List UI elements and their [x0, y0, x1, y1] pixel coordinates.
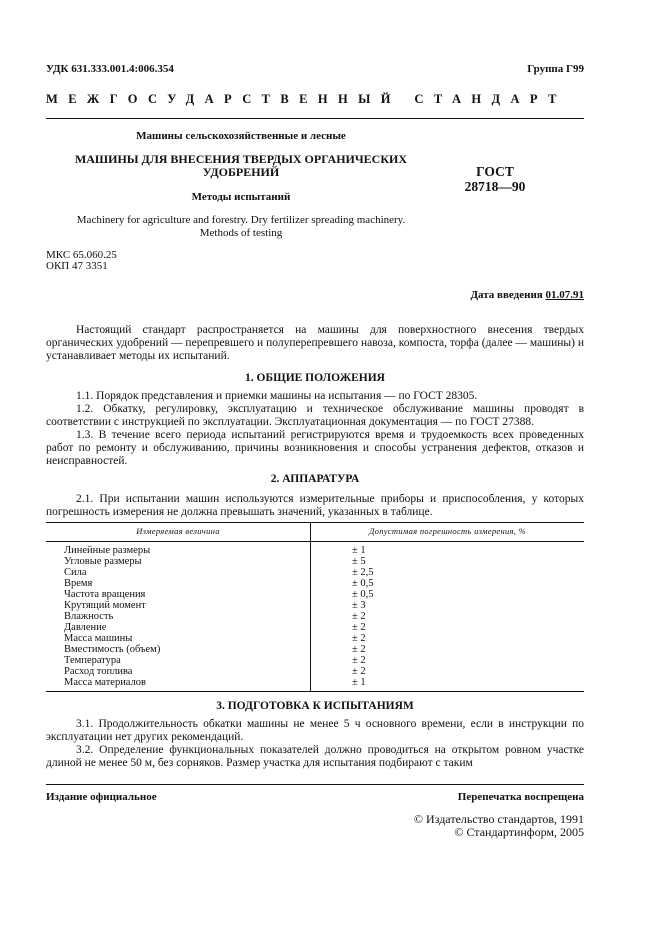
header-divider: [46, 118, 584, 119]
okp-code: ОКП 47 3351: [46, 260, 108, 272]
table-cell-quantity: Расход топлива: [46, 666, 311, 677]
table-row: [46, 655, 584, 666]
table-cell-tolerance: ± 5: [352, 556, 366, 567]
mks-code: МКС 65.060.25: [46, 249, 117, 261]
table-row: [46, 589, 584, 600]
category-title: Машины сельскохозяйственные и лесные: [136, 130, 346, 142]
table-cell-tolerance: ± 2,5: [352, 567, 374, 578]
table-cell-tolerance: ± 2: [352, 666, 366, 677]
table-cell-quantity: Влажность: [46, 611, 311, 622]
table-cell-tolerance: ± 1: [352, 545, 366, 556]
english-title-line-2: Methods of testing: [199, 227, 283, 239]
section-2-heading: 2. АППАРАТУРА: [270, 473, 360, 485]
copyright-2: © Стандартинформ, 2005: [454, 825, 584, 839]
table-cell-tolerance: ± 2: [352, 655, 366, 666]
table-cell-tolerance: ± 0,5: [352, 578, 374, 589]
table-row: [46, 556, 584, 567]
table-cell-quantity: Температура: [46, 655, 311, 666]
banner: МЕЖГОСУДАРСТВЕННЫЙ СТАНДАРТ: [46, 92, 567, 106]
udk-code: УДК 631.333.001.4:006.354: [46, 63, 174, 75]
table-cell-tolerance: ± 2: [352, 644, 366, 655]
table-body: [46, 542, 584, 692]
document-title: [46, 153, 436, 179]
table-cell-tolerance: ± 2: [352, 611, 366, 622]
table-cell-quantity: Масса машины: [46, 633, 311, 644]
gost-block: [455, 164, 535, 194]
section-1-heading: 1. ОБЩИЕ ПОЛОЖЕНИЯ: [245, 372, 385, 384]
copyright-block: [414, 813, 584, 839]
table-cell-tolerance: ± 3: [352, 600, 366, 611]
table-row: [46, 677, 584, 692]
table-cell-tolerance: ± 0,5: [352, 589, 374, 600]
table-cell-quantity: Крутящий момент: [46, 600, 311, 611]
intro-date-label: Дата введения: [470, 289, 543, 301]
table-cell-quantity: Сила: [46, 567, 311, 578]
table-cell-tolerance: ± 2: [352, 633, 366, 644]
tolerance-table: [46, 522, 584, 692]
intro-text: Настоящий стандарт распространяется на машины для поверхностного внесения твердых органических удобрений — перепревшего и полуперепревшего навоза, компоста, торфа (далее — машины) и устанавливает методы их испытаний.: [46, 324, 584, 362]
gost-label: ГОСТ: [476, 164, 514, 179]
clause-1-2: 1.2. Обкатку, регулировку, эксплуатацию и техническое обслуживание машины проводят в соответствии с инструкцией по эксплуатации. Эксплуатационная документация — по ГОСТ 27388.: [46, 403, 584, 428]
table-cell-quantity: Время: [46, 578, 311, 589]
table-row: [46, 542, 584, 557]
footer-divider: [46, 784, 584, 785]
table-row: [46, 622, 584, 633]
table-header-tolerance: Допустимая погрешность измерения, %: [311, 523, 585, 542]
section-3-heading: 3. ПОДГОТОВКА К ИСПЫТАНИЯМ: [216, 700, 414, 712]
table-row: [46, 567, 584, 578]
table-cell-quantity: Масса материалов: [46, 677, 311, 692]
section-3-body: [46, 718, 584, 770]
clause-3-1: 3.1. Продолжительность обкатки машины не менее 5 ч основного времени, если в инструкции по эксплуатации нет других рекомендаций.: [46, 718, 584, 743]
group-code: Группа Г99: [527, 63, 584, 75]
clause-2-1: 2.1. При испытании машин используются измерительные приборы и приспособления, у которых погрешность измерения не должна превышать значений, указанных в таблице.: [46, 493, 584, 518]
table-row: [46, 633, 584, 644]
clause-1-1: 1.1. Порядок представления и приемки машины на испытания — по ГОСТ 28305.: [76, 390, 478, 402]
table-cell-quantity: Угловые размеры: [46, 556, 311, 567]
table-cell-tolerance: ± 2: [352, 622, 366, 633]
english-title: [46, 214, 436, 240]
title-line-2: УДОБРЕНИЙ: [202, 165, 280, 179]
clause-3-2: 3.2. Определение функциональных показателей должно проводиться на открытом ровном участке длиной не менее 50 м, без сорняков. Размер участка для испытания подбирают с таким: [46, 744, 584, 769]
section-2-body: [46, 493, 584, 519]
table-cell-tolerance: ± 1: [311, 677, 585, 692]
title-line-1: МАШИНЫ ДЛЯ ВНЕСЕНИЯ ТВЕРДЫХ ОРГАНИЧЕСКИХ: [74, 152, 408, 166]
table-cell-quantity: Давление: [46, 622, 311, 633]
copyright-1: © Издательство стандартов, 1991: [413, 812, 584, 826]
table-row: [46, 611, 584, 622]
classification-codes: [46, 250, 117, 272]
intro-paragraph: [46, 324, 584, 363]
table-cell-quantity: Линейные размеры: [46, 542, 311, 557]
table-row: [46, 644, 584, 655]
table-header-row: [46, 523, 584, 542]
table-cell-quantity: Вместимость (объем): [46, 644, 311, 655]
intro-date-value: 01.07.91: [545, 289, 584, 301]
table-header-quantity: Измеряемая величина: [46, 523, 311, 542]
gost-number: 28718—90: [464, 179, 526, 194]
english-title-line-1: Machinery for agriculture and forestry. Dry fertilizer spreading machinery.: [76, 214, 406, 226]
table-row: [46, 666, 584, 677]
clause-1-3: 1.3. В течение всего периода испытаний регистрируются время и трудоемкость всех проведенных работ по ремонту и обслуживанию, причины возникновения и способы устранения дефектов, отказов и неисправностей.: [46, 429, 584, 467]
reprint-notice: Перепечатка воспрещена: [457, 791, 584, 803]
table-cell-quantity: Частота вращения: [46, 589, 311, 600]
document-subtitle: Методы испытаний: [191, 191, 291, 203]
table-row: [46, 578, 584, 589]
intro-date: [470, 289, 584, 301]
table-row: [46, 600, 584, 611]
official-edition: Издание официальное: [46, 791, 157, 803]
section-1-body: [46, 390, 584, 468]
